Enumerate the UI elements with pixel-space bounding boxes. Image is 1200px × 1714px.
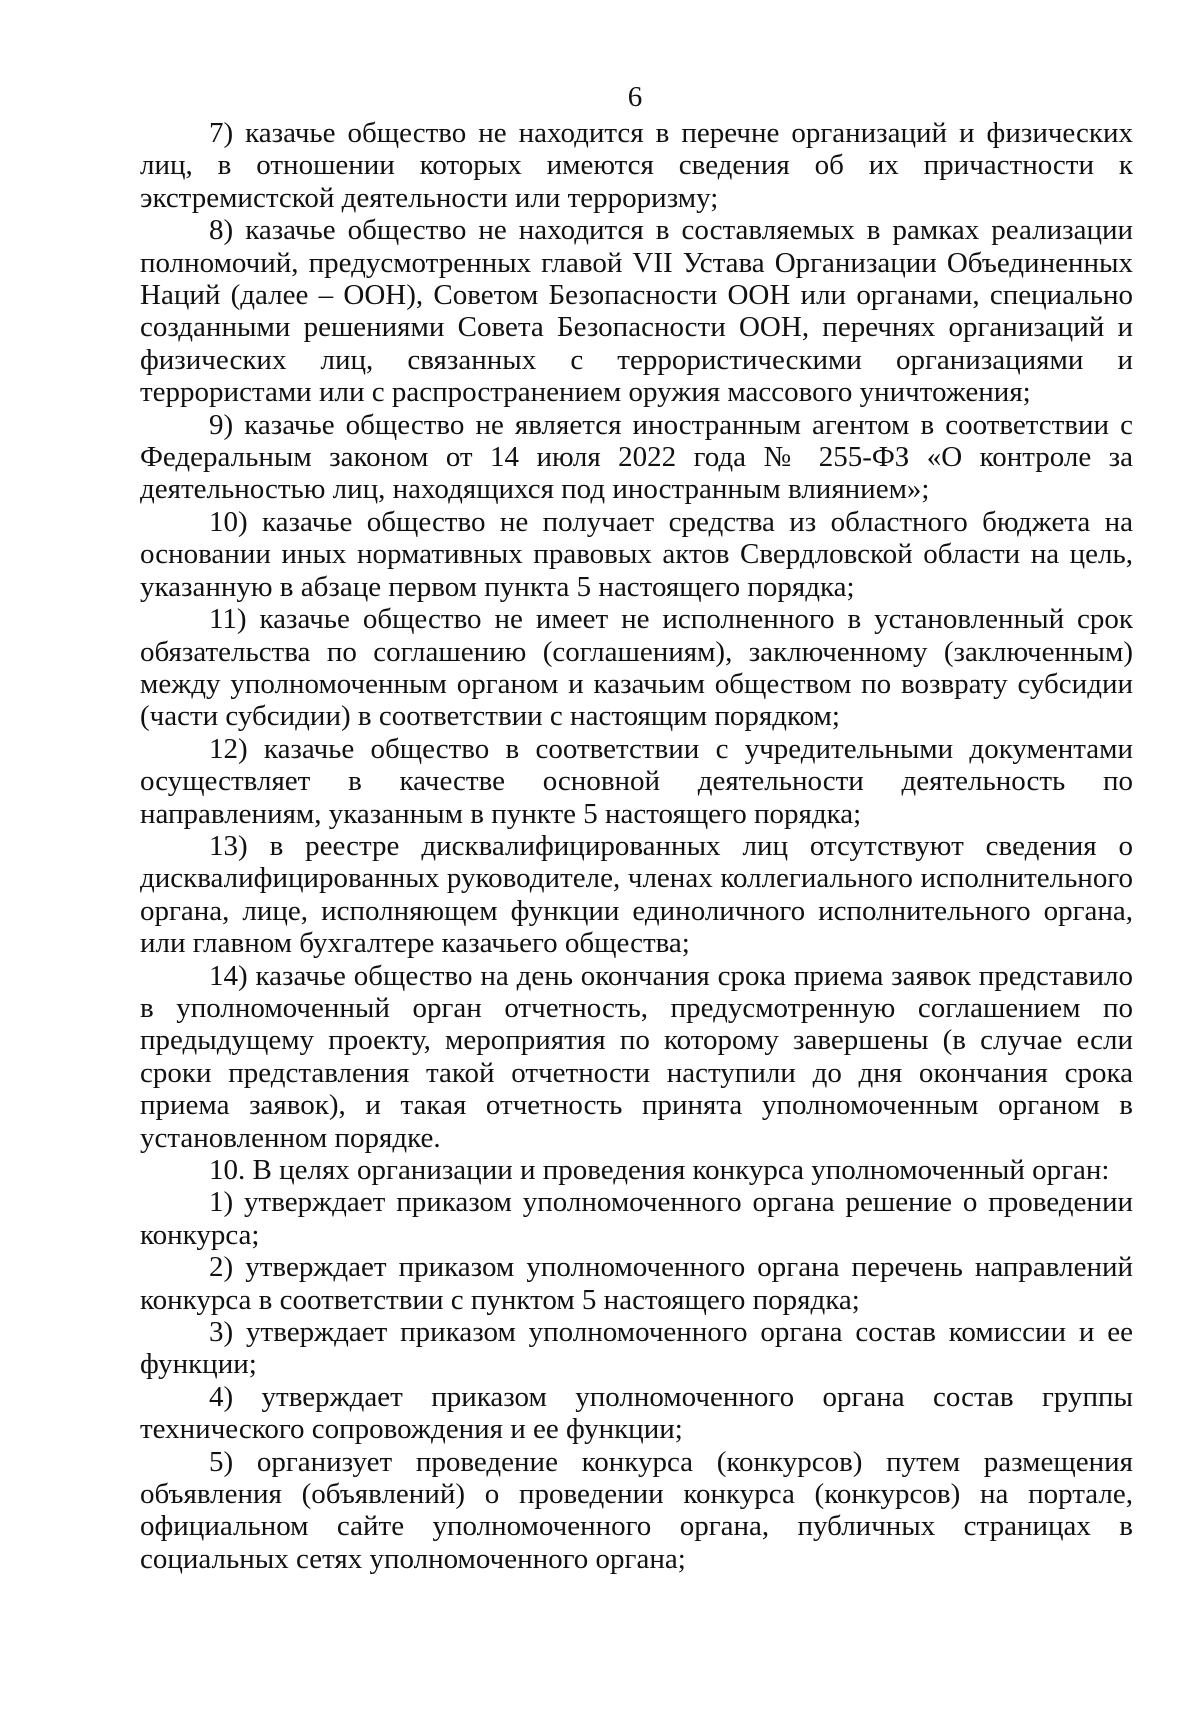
page-number: 6 xyxy=(627,81,643,113)
paragraph-item-8: 8) казачье общество не находится в составляемых в рамках реализации полномочий, предусмотренных главой VII Устава Организации Объединенных Наций (далее – ООН), Советом Безопасности ООН или органами, специально созданными решениями Совета Безопасности ООН, перечнях организаций и физических лиц, связанных с террористическими организациями и террористами или с распространением оружия массового уничтожения; xyxy=(140,214,1133,409)
paragraph-item-9: 9) казачье общество не является иностранным агентом в соответствии с Федеральным законом от 14 июля 2022 года № 255-ФЗ «О контроле за деятельностью лиц, находящихся под иностранным влиянием»; xyxy=(140,408,1133,506)
paragraph-item-10: 10) казачье общество не получает средства из областного бюджета на основании иных нормативных правовых актов Свердловской области на цель, указанную в абзаце первом пункта 5 настоящего порядка; xyxy=(140,505,1133,603)
paragraph-subitem-3: 3) утверждает приказом уполномоченного органа состав комиссии и ее функции; xyxy=(140,1316,1133,1381)
paragraph-subitem-2: 2) утверждает приказом уполномоченного органа перечень направлений конкурса в соответствии с пунктом 5 настоящего порядка; xyxy=(140,1251,1133,1316)
paragraph-subitem-1: 1) утверждает приказом уполномоченного органа решение о проведении конкурса; xyxy=(140,1186,1133,1251)
document-body xyxy=(140,117,1133,1575)
paragraph-subitem-4: 4) утверждает приказом уполномоченного органа состав группы технического сопровождения и ее функции; xyxy=(140,1380,1133,1446)
paragraph-item-11: 11) казачье общество не имеет не исполненного в установленный срок обязательства по соглашению (соглашениям), заключенному (заключенным) между уполномоченным органом и казачьим обществом по возврату субсидии (части субсидии) в соответствии с настоящим порядком; xyxy=(140,603,1133,733)
paragraph-item-12: 12) казачье общество в соответствии с учредительными документами осуществляет в качестве основной деятельности деятельность по направлениям, указанным в пункте 5 настоящего порядка; xyxy=(140,732,1133,830)
paragraph-item-14: 14) казачье общество на день окончания срока приема заявок представило в уполномоченный орган отчетность, предусмотренную соглашением по предыдущему проекту, мероприятия по которому завершены (в случае если сроки представления такой отчетности наступили до дня окончания срока приема заявок), и такая отчетность принята уполномоченным органом в установленном порядке. xyxy=(140,959,1133,1154)
paragraph-item-13: 13) в реестре дисквалифицированных лиц отсутствуют сведения о дисквалифицированных руководителе, членах коллегиального исполнительного органа, лице, исполняющем функции единоличного исполнительного органа, или главном бухгалтере казачьего общества; xyxy=(140,829,1133,960)
paragraph-section-10: 10. В целях организации и проведения конкурса уполномоченный орган: xyxy=(209,1154,1110,1186)
paragraph-item-7: 7) казачье общество не находится в перечне организаций и физических лиц, в отношении которых имеются сведения об их причастности к экстремистской деятельности или терроризму; xyxy=(140,117,1133,214)
paragraph-subitem-5: 5) организует проведение конкурса (конкурсов) путем размещения объявления (объявлений) о проведении конкурса (конкурсов) на портале, официальном сайте уполномоченного органа, публичных страницах в социальных сетях уполномоченного органа; xyxy=(140,1445,1133,1575)
